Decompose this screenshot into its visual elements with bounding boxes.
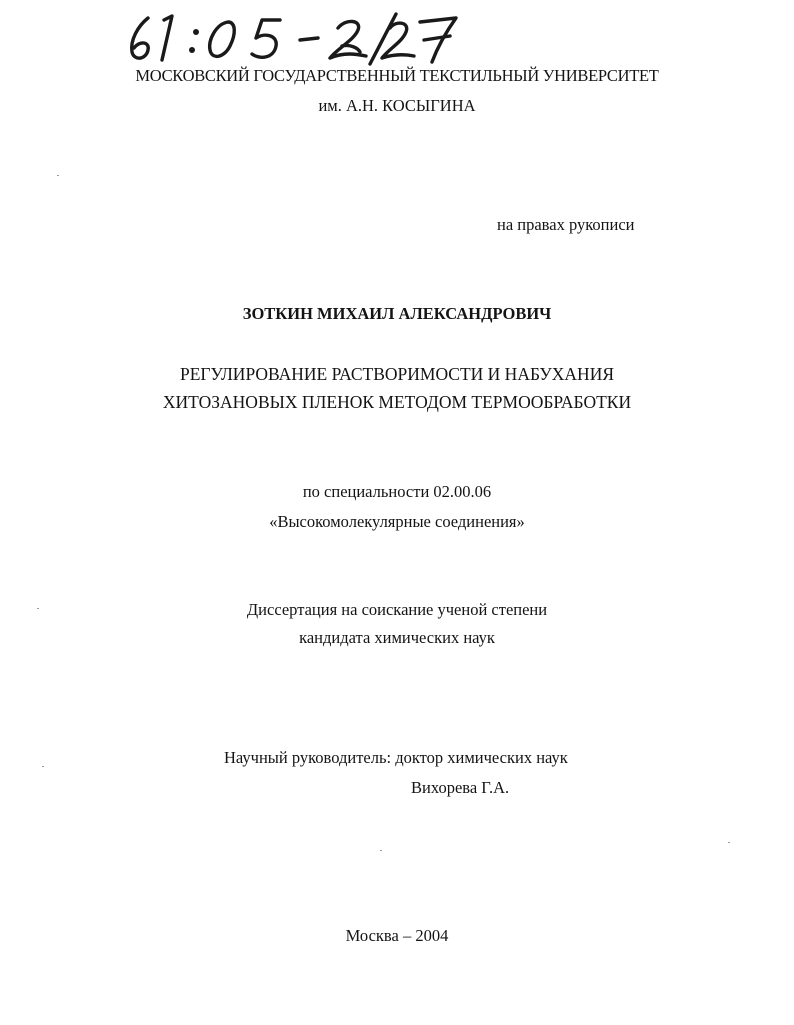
- dissertation-title-line-2: ХИТОЗАНОВЫХ ПЛЕНОК МЕТОДОМ ТЕРМООБРАБОТКИ: [162, 392, 632, 412]
- university-named-after: им. А.Н. КОСЫГИНА: [318, 96, 476, 115]
- scan-speck: [380, 850, 382, 851]
- author-name: ЗОТКИН МИХАИЛ АЛЕКСАНДРОВИЧ: [242, 304, 552, 323]
- supervisor-name: Вихорева Г.А.: [411, 778, 510, 797]
- specialty-code: по специальности 02.00.06: [302, 482, 492, 501]
- manuscript-note: на правах рукописи: [497, 215, 635, 234]
- university-name: МОСКОВСКИЙ ГОСУДАРСТВЕННЫЙ ТЕКСТИЛЬНЫЙ УНИВЕРСИТЕТ: [135, 66, 659, 85]
- degree-line-1: Диссертация на соискание ученой степени: [246, 600, 548, 619]
- handwritten-archive-number: [120, 6, 460, 66]
- degree-line-2: кандидата химических наук: [299, 628, 495, 647]
- specialty-name: «Высокомолекулярные соединения»: [269, 512, 525, 531]
- scan-speck: [728, 842, 730, 843]
- scan-speck: [42, 766, 44, 767]
- city-year: Москва – 2004: [345, 926, 449, 945]
- supervisor-label: Научный руководитель: доктор химических наук: [224, 748, 568, 767]
- dissertation-title-line-1: РЕГУЛИРОВАНИЕ РАСТВОРИМОСТИ И НАБУХАНИЯ: [179, 364, 615, 384]
- scan-speck: [57, 175, 59, 176]
